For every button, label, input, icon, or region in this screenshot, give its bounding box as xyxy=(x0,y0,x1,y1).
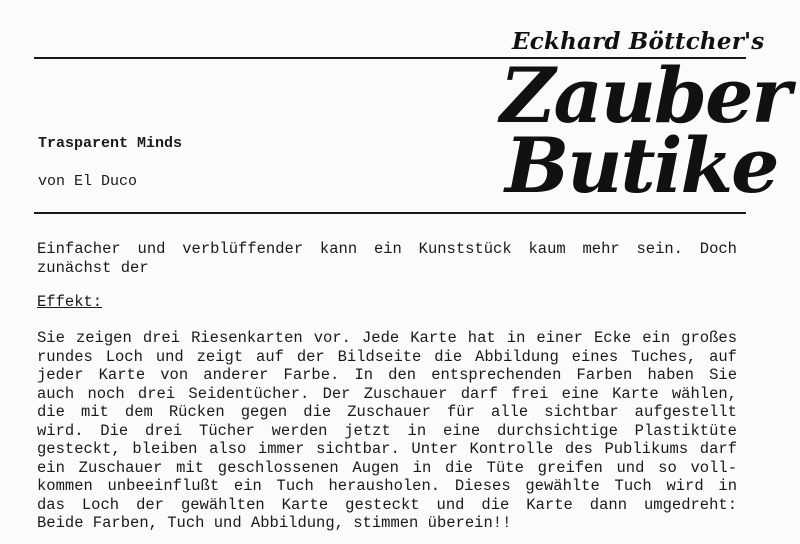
effect-line: ein Zuschauer mit geschlossenen Augen in die Tüte greifen und so voll- xyxy=(37,458,737,477)
effect-paragraph xyxy=(37,329,737,533)
brand-logo-line1: Zauber xyxy=(500,51,790,140)
effect-line: gesteckt, bleiben also immer sichtbar. Unter Kontrolle des Publikums darf xyxy=(37,440,737,458)
brand-author: Eckhard Böttcher's xyxy=(512,28,765,55)
intro-line: Einfacher und verblüffender kann ein Kunststück kaum mehr sein. Doch xyxy=(37,240,737,258)
brand-logo-line2: Butike xyxy=(505,121,778,210)
effect-line: auch noch drei Seidentücher. Der Zuschauer darf frei eine Karte wählen, xyxy=(37,384,737,403)
effect-line: rundes Loch und zeigt auf der Bildseite die Abbildung eines Tuches, auf xyxy=(37,347,737,366)
header-rule-bottom xyxy=(34,212,746,214)
effect-line: die mit dem Rücken gegen die Zuschauer für alle sichtbar aufgestellt xyxy=(37,403,737,421)
effect-line: wird. Die drei Tücher werden jetzt in eine durchsichtige Plastiktüte xyxy=(37,421,737,440)
effect-line: das Loch der gewählten Karte gesteckt und die Karte dann umgedreht: xyxy=(37,495,737,514)
article-author: von El Duco xyxy=(38,173,138,190)
article-title: Trasparent Minds xyxy=(38,135,183,152)
section-heading-effect: Effekt: xyxy=(37,293,103,311)
intro-line: zunächst der xyxy=(37,258,149,277)
effect-line: Beide Farben, Tuch und Abbildung, stimmen überein!! xyxy=(37,514,512,532)
intro-paragraph xyxy=(37,240,737,277)
effect-line: kommen unbeeinflußt ein Tuch herausholen. Dieses gewählte Tuch wird in xyxy=(37,477,737,495)
effect-line: jeder Karte von anderer Farbe. In den entsprechenden Farben haben Sie xyxy=(37,366,737,384)
effect-line: Sie zeigen drei Riesenkarten vor. Jede Karte hat in einer Ecke ein großes xyxy=(37,329,737,347)
